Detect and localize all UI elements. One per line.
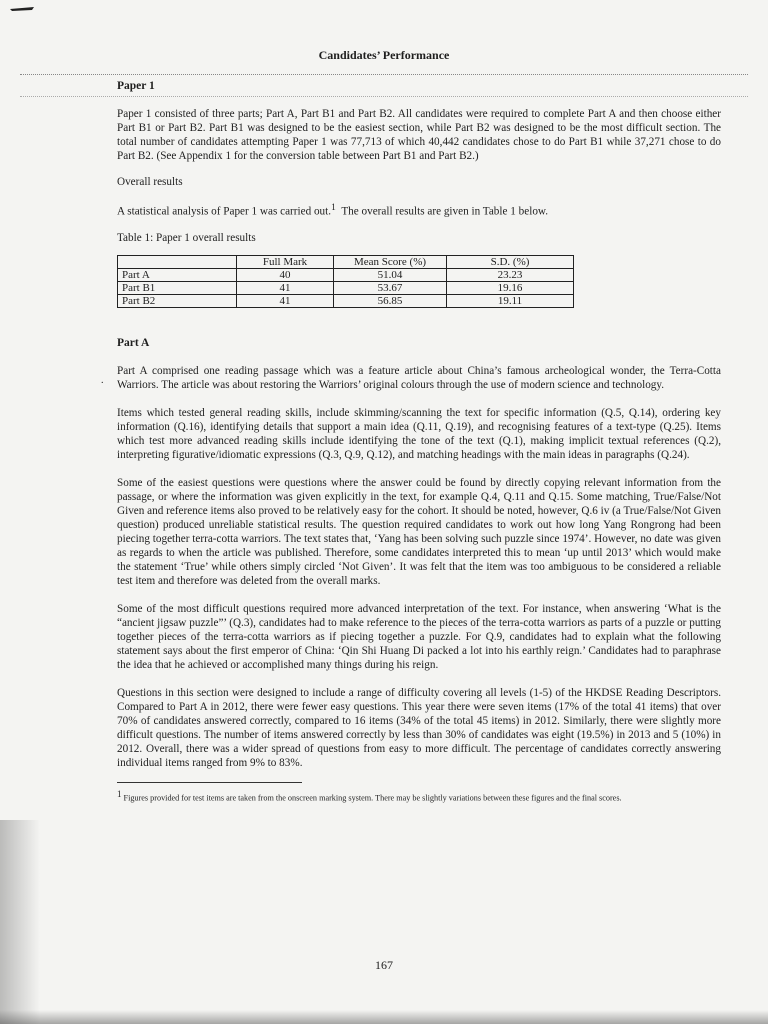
scan-shadow-bottom xyxy=(0,1010,768,1024)
page-title: Candidates’ Performance xyxy=(318,48,450,62)
full-mark-cell: 40 xyxy=(237,268,334,281)
footnote xyxy=(117,789,721,804)
partA-paragraph-3: Some of the easiest questions were questions where the answer could be found by directly copying relevant information from the passage, or where the information was given explicitly in the text, for example Q.4, Q.11 and Q.15. Some matching, True/False/Not Given and reference items also proved to be relatively easy for the cohort. It should be noted, however, Q.6 iv (a True/False/Not Given question) produced unreliable statistical results. The question required candidates to work out how long Yang Rongrong had been piecing together terra-cotta warriors. The text states that, ‘Yang has been solving such puzzle since 1974’. However, no date was given as regards to when the article was published. Therefore, some candidates interpreted this to mean ‘up until 2013’ which would make the statement ‘True’ while others simply circled ‘Not Given’. It was felt that the item was too ambiguous to be considered a reliable test item and therefore was deleted from the overall marks. xyxy=(117,476,721,587)
row-label: Part B1 xyxy=(118,281,237,294)
table-row xyxy=(118,294,574,307)
sd-cell: 19.16 xyxy=(447,281,574,294)
table-row xyxy=(118,281,574,294)
row-label: Part B2 xyxy=(118,294,237,307)
full-mark-cell: 41 xyxy=(237,281,334,294)
mean-score-cell: 56.85 xyxy=(334,294,447,307)
scan-corner-mark xyxy=(8,4,36,14)
paper1-intro: Paper 1 consisted of three parts; Part A, Part B1 and Part B2. All candidates were required to complete Part A and then choose either Part B1 or Part B2. Part B1 was designed to be the easiest section, while Part B2 was designed to be the most difficult section. The total number of candidates attempting Paper 1 was 77,713 of which 40,442 candidates chose to do Part B1 while 37,271 chose to do Part B2. (See Appendix 1 for the conversion table between Part B1 and Part B2.) xyxy=(117,108,721,162)
table-header-cell: Mean Score (%) xyxy=(334,255,447,268)
sd-cell: 23.23 xyxy=(447,268,574,281)
table-header-row xyxy=(118,255,574,268)
sd-cell: 19.11 xyxy=(447,294,574,307)
table-header-cell: S.D. (%) xyxy=(447,255,574,268)
partA-paragraph-2: Items which tested general reading skills, include skimming/scanning the text for specific information (Q.5, Q.14), ordering key information (Q.16), identifying details that support a main idea (Q.11, Q.19), and recognising features of a text-type (Q.25). Items which test more advanced reading skills include identifying the tone of the text (Q.1), making implicit textual references (Q.2), interpreting figurative/idiomatic expressions (Q.3, Q.9, Q.12), and matching headings with the main ideas in paragraphs (Q.24). xyxy=(117,406,721,461)
mean-score-cell: 51.04 xyxy=(334,268,447,281)
footnote-mark: 1 xyxy=(117,788,122,799)
table-caption: Table 1: Paper 1 overall results xyxy=(117,231,256,244)
scan-shadow-left xyxy=(0,820,40,1024)
document-body xyxy=(117,79,721,803)
overall-results-text xyxy=(117,201,721,219)
results-table xyxy=(117,255,574,308)
full-mark-cell: 41 xyxy=(237,294,334,307)
footnote-divider xyxy=(117,782,302,783)
paper1-heading: Paper 1 xyxy=(117,80,155,92)
overall-text-before: A statistical analysis of Paper 1 was carried out. xyxy=(117,205,332,218)
partA-paragraph-1: Part A comprised one reading passage which was a feature article about China’s famous archeological wonder, the Terra-Cotta Warriors. The article was about restoring the Warriors’ original colours through the use of modern science and technology. xyxy=(117,364,721,391)
mean-score-cell: 53.67 xyxy=(334,281,447,294)
footnote-ref: 1 xyxy=(331,203,336,213)
page-number: 167 xyxy=(375,958,393,972)
stray-mark: . xyxy=(101,375,104,386)
table-header-cell: Full Mark xyxy=(237,255,334,268)
footnote-text: Figures provided for test items are taken from the onscreen marking system. There may be slightly variations between these figures and the final scores. xyxy=(123,793,622,803)
partA-heading: Part A xyxy=(117,336,150,349)
table-header-cell xyxy=(118,255,237,268)
partA-paragraph-4: Some of the most difficult questions required more advanced interpretation of the text. For instance, when answering ‘What is the “ancient jigsaw puzzle”’ (Q.3), candidates had to make reference to the pieces of the terra-cotta warriors as parts of a puzzle or putting together pieces of the terra-cotta warriors as if piecing together a puzzle. For Q.9, candidates had to explain what the following statement says about the first emperor of China: ‘Qin Shi Huang Di packed a lot into his earthly reign.’ Candidates had to paraphrase the idea that he achieved or accomplished many things during his reign. xyxy=(117,602,721,671)
partA-paragraph-5: Questions in this section were designed to include a range of difficulty covering all levels (1-5) of the HKDSE Reading Descriptors. Compared to Part A in 2012, there were fewer easy questions. This year there were seven items (17% of the total 41 items) that over 70% of candidates answered correctly, compared to 16 items (34% of the total 45 items) in 2012. Similarly, there were slightly more difficult questions. The number of items answered correctly by less than 30% of candidates was eight (19.5%) in 2013 and 5 (10%) in 2012. Overall, there was a wider spread of questions from easy to more difficult. The percentage of candidates correctly answering individual items ranged from 9% to 83%. xyxy=(117,686,721,769)
overall-text-after: The overall results are given in Table 1 below. xyxy=(341,205,549,218)
row-label: Part A xyxy=(118,268,237,281)
overall-results-heading: Overall results xyxy=(117,176,183,188)
table-row xyxy=(118,268,574,281)
header-divider xyxy=(20,74,748,75)
